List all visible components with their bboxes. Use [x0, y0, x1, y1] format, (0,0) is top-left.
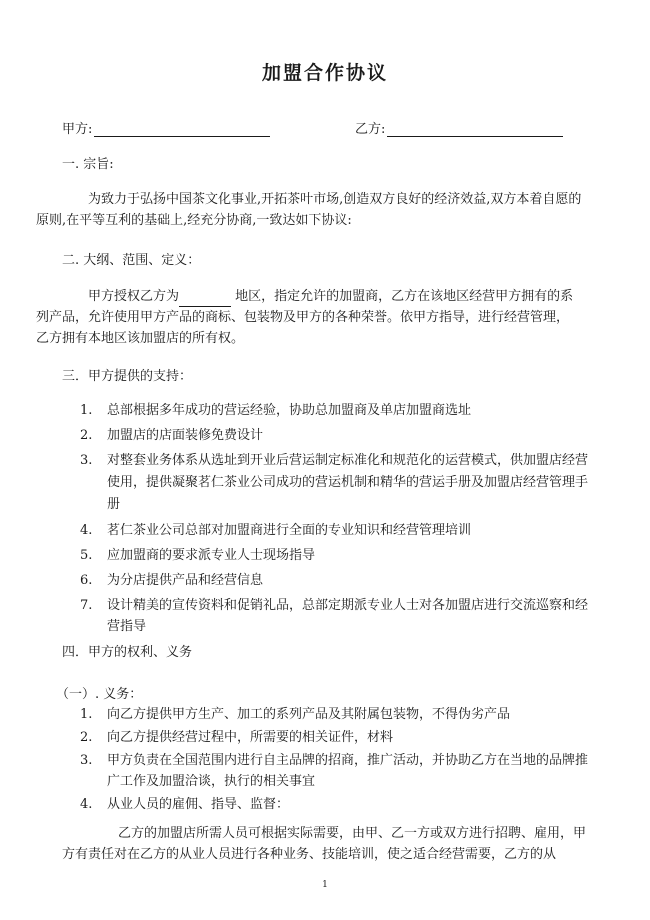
list-item-number: 3.: [80, 753, 93, 768]
list-item-number: 5.: [80, 548, 93, 563]
section-1-heading: 一. 宗旨:: [62, 157, 114, 172]
section-1-paragraph: [36, 189, 588, 231]
list-item-number: 3.: [80, 453, 93, 468]
list-item-number: 6.: [80, 573, 93, 588]
page-title: 加盟合作协议: [261, 62, 388, 84]
section-2-paragraph: [36, 286, 588, 349]
section-4-line-2: 方有责任对在乙方的从业人员进行各种业务、技能培训，使之适合经营需要，乙方的从: [62, 847, 557, 862]
party-a-label: 甲方:: [62, 122, 93, 137]
section-2-line-3: 乙方拥有本地区该加盟店的所有权。: [36, 331, 245, 346]
list-item-text: 向乙方提供经营过程中，所需要的相关证件，材料: [107, 730, 394, 745]
list-item: [62, 400, 590, 421]
party-b-blank: [387, 122, 563, 137]
list-item-text: 为分店提供产品和经营信息: [107, 573, 264, 588]
list-item-number: 4.: [80, 797, 93, 812]
section-4-heading: 四．甲方的权利、义务: [62, 645, 193, 660]
party-a-blank: [94, 122, 270, 137]
parties-row: [62, 118, 582, 138]
list-item-text: 应加盟商的要求派专业人士现场指导: [107, 548, 316, 563]
page-number: 1: [322, 880, 328, 890]
list-item: [62, 750, 590, 792]
list-item: [62, 450, 590, 516]
section-1-line-2: 原则,在平等互利的基础上,经充分协商,一致达如下协议:: [36, 213, 352, 228]
section-2-line-2: 列产品，允许使用甲方产品的商标、包装物及甲方的各种荣誉。依甲方指导，进行经营管理，: [36, 310, 570, 325]
list-item-text: 向乙方提供甲方生产、加工的系列产品及其附属包装物，不得伪劣产品: [107, 707, 511, 722]
list-item-number: 1.: [80, 707, 93, 722]
list-item: [62, 794, 590, 815]
list-item: [62, 545, 590, 566]
list-item-text: 对整套业务体系从选址到开业后营运制定标准化和规范化的运营模式，供加盟店经营使用，提供凝聚茗仁茶业公司成功的营运机制和精华的营运手册及加盟店经营管理手册: [107, 453, 589, 512]
party-b: [355, 118, 563, 137]
list-item-text: 总部根据多年成功的营运经验，协助总加盟商及单店加盟商选址: [107, 403, 472, 418]
list-item: [62, 727, 590, 748]
region-blank: [179, 292, 231, 307]
section-2-line-1-pre: 甲方授权乙方为: [88, 289, 180, 304]
list-item: [62, 595, 590, 637]
section-2-line-1-post: 地区，指定允许的加盟商，乙方在该地区经营甲方拥有的系: [231, 289, 574, 304]
section-4-paragraph: [62, 823, 588, 865]
party-a: [62, 118, 270, 137]
list-item-text: 加盟店的店面装修免费设计: [107, 428, 264, 443]
list-item: [62, 425, 590, 446]
section-3-heading: 三．甲方提供的支持：: [62, 369, 193, 384]
list-item-number: 7.: [80, 598, 93, 613]
section-3-list: [62, 400, 590, 641]
list-item-text: 从业人员的雇佣、指导、监督：: [107, 797, 290, 812]
list-item-number: 2.: [80, 730, 93, 745]
list-item: [62, 520, 590, 541]
section-2-line-1: [62, 286, 588, 307]
section-4-line-1: 乙方的加盟店所需人员可根据实际需要，由甲、乙一方或双方进行招聘、雇用，甲: [118, 826, 587, 841]
list-item-text: 设计精美的宣传资料和促销礼品，总部定期派专业人士对各加盟店进行交流巡察和经营指导: [107, 598, 589, 634]
list-item-number: 1.: [80, 403, 93, 418]
list-item-number: 2.: [80, 428, 93, 443]
party-b-label: 乙方:: [355, 122, 386, 137]
section-4-list: [62, 704, 590, 815]
list-item-text: 茗仁茶业公司总部对加盟商进行全面的专业知识和经营管理培训: [107, 523, 472, 538]
section-4-sub-heading: （一）. 义务：: [56, 687, 143, 702]
list-item: [62, 704, 590, 725]
list-item-number: 4.: [80, 523, 93, 538]
list-item-text: 甲方负责在全国范围内进行自主品牌的招商，推广活动，并协助乙方在当地的品牌推广工作及加盟洽谈，执行的相关事宜: [107, 753, 589, 789]
section-2-heading: 二. 大纲、范围、定义：: [62, 253, 201, 268]
section-1-line-1: 为致力于弘扬中国茶文化事业,开拓茶叶市场,创造双方良好的经济效益,双方本着自愿的: [88, 192, 582, 207]
list-item: [62, 570, 590, 591]
